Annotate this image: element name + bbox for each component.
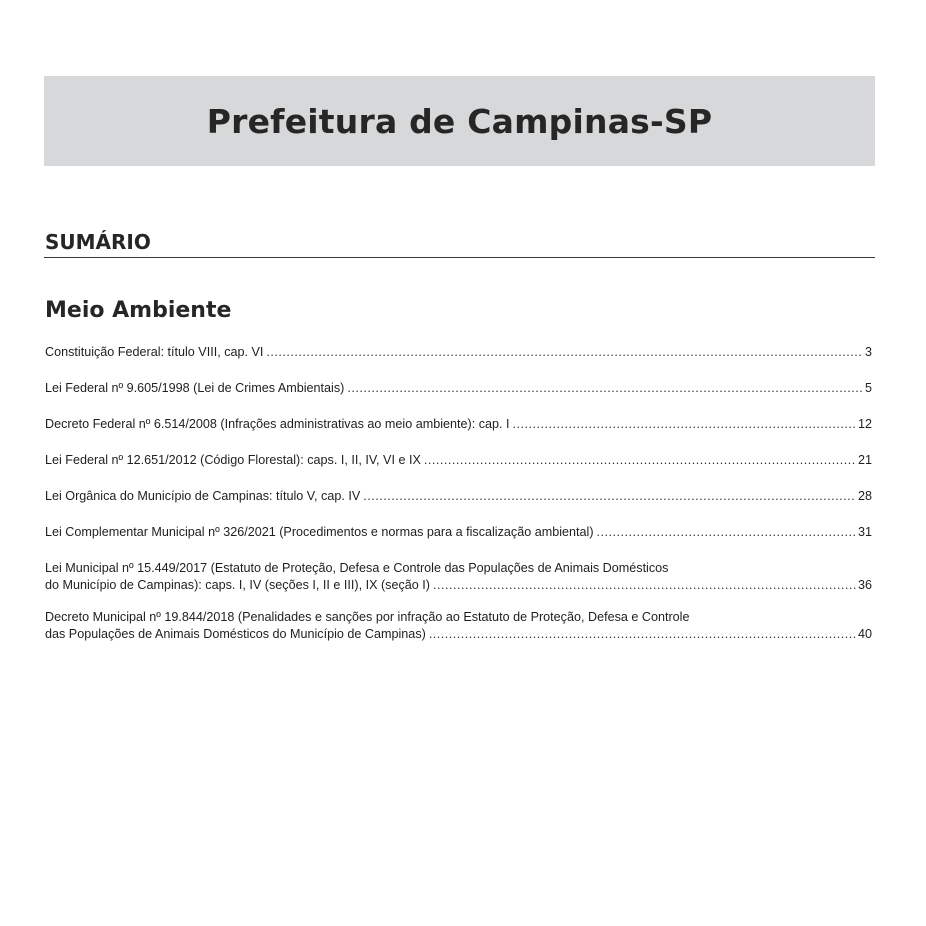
toc-entry-page: 3 (864, 345, 872, 359)
leader-dots (363, 488, 856, 505)
leader-dots (424, 452, 856, 469)
table-of-contents (45, 344, 872, 658)
summary-heading (44, 230, 875, 258)
leader-dots (597, 524, 856, 541)
toc-entry-text: Lei Federal nº 9.605/1998 (Lei de Crimes Ambientais) (45, 381, 345, 395)
leader-dots (429, 626, 856, 643)
toc-entry-page: 40 (857, 627, 872, 641)
toc-entry-page: 28 (857, 489, 872, 503)
leader-dots (433, 577, 856, 594)
toc-entry[interactable] (45, 452, 872, 469)
toc-entry-text: Decreto Federal nº 6.514/2008 (Infrações administrativas ao meio ambiente): cap. I (45, 417, 510, 431)
toc-entry-page: 36 (857, 578, 872, 592)
toc-entry-text-continued: das Populações de Animais Domésticos do Município de Campinas) (45, 627, 426, 641)
toc-entry-text: Constituição Federal: título VIII, cap. VI (45, 345, 264, 359)
toc-entry-page: 21 (857, 453, 872, 467)
toc-entry-text-continued: do Município de Campinas): caps. I, IV (seções I, II e III), IX (seção I) (45, 578, 430, 592)
leader-dots (347, 380, 863, 397)
leader-dots (513, 416, 856, 433)
toc-entry-text: Lei Federal nº 12.651/2012 (Código Florestal): caps. I, II, IV, VI e IX (45, 453, 421, 467)
page-title: Prefeitura de Campinas-SP (206, 101, 713, 141)
toc-entry-page: 12 (857, 417, 872, 431)
title-banner (44, 76, 875, 166)
section-title: Meio Ambiente (45, 298, 232, 323)
toc-entry[interactable] (45, 609, 872, 643)
toc-entry[interactable] (45, 416, 872, 433)
toc-entry-page: 31 (857, 525, 872, 539)
toc-entry-text: Decreto Municipal nº 19.844/2018 (Penalidades e sanções por infração ao Estatuto de Proteção, Defesa e Controle (45, 610, 690, 624)
toc-entry-text: Lei Municipal nº 15.449/2017 (Estatuto de Proteção, Defesa e Controle das Populações de Animais Domésticos (45, 561, 669, 575)
toc-entry[interactable] (45, 344, 872, 361)
toc-entry-text: Lei Orgânica do Município de Campinas: título V, cap. IV (45, 489, 361, 503)
toc-entry[interactable] (45, 488, 872, 505)
toc-entry-text: Lei Complementar Municipal nº 326/2021 (Procedimentos e normas para a fiscalização ambiental) (45, 525, 594, 539)
toc-entry[interactable] (45, 524, 872, 541)
toc-entry-page: 5 (864, 381, 872, 395)
summary-heading-label: SUMÁRIO (45, 230, 151, 254)
toc-entry[interactable] (45, 380, 872, 397)
toc-entry[interactable] (45, 560, 872, 594)
leader-dots (266, 344, 863, 361)
